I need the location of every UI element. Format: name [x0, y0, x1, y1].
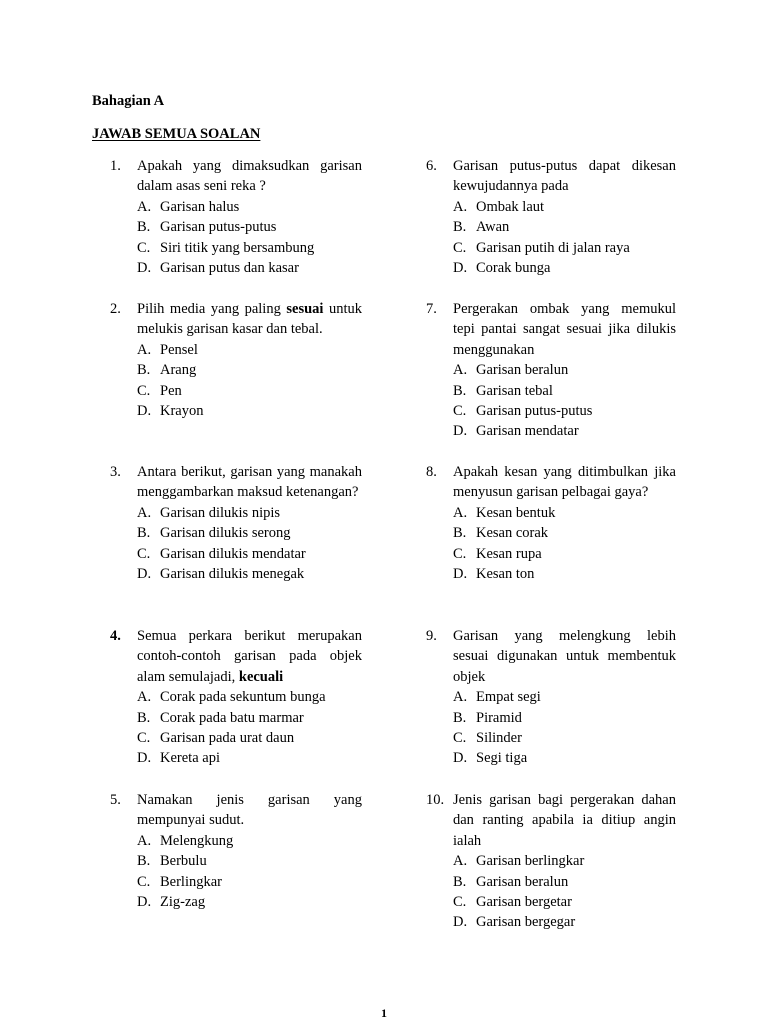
answer-option [453, 238, 676, 258]
question-text [137, 462, 362, 503]
answer-option [453, 258, 676, 278]
question-text-part: Garisan putus-putus dapat dikesan kewujudannya pada [453, 158, 676, 195]
question-item [110, 626, 362, 769]
question-body [453, 626, 676, 769]
answer-option [137, 381, 362, 401]
option-letter: B. [453, 873, 467, 890]
option-text: Kereta api [160, 750, 220, 767]
instruction-heading: JAWAB SEMUA SOALAN [92, 126, 261, 142]
answer-option [137, 360, 362, 380]
answer-option [137, 238, 362, 258]
answer-option [137, 523, 362, 543]
question-text [137, 299, 362, 340]
answer-option [453, 687, 676, 707]
option-text: Krayon [160, 403, 204, 420]
option-text: Piramid [476, 709, 522, 726]
question-item [110, 462, 362, 584]
question-number: 6. [426, 158, 437, 174]
page-number: 1 [381, 1006, 387, 1020]
option-letter: B. [137, 362, 151, 379]
question-number: 3. [110, 464, 121, 480]
answer-option [453, 748, 676, 768]
option-letter: A. [137, 504, 152, 521]
question-text-part: Jenis garisan bagi pergerakan dahan dan ranting apabila ia ditiup angin ialah [453, 792, 676, 849]
question-text-part: Semua perkara berikut merupakan contoh-contoh garisan pada objek alam semulajadi, [137, 628, 362, 685]
option-letter: D. [453, 750, 468, 767]
option-text: Garisan bergegar [476, 914, 576, 931]
option-letter: D. [137, 260, 152, 277]
question-text [137, 156, 362, 197]
option-letter: A. [137, 832, 152, 849]
answer-option [137, 687, 362, 707]
answer-option [137, 831, 362, 851]
option-text: Ombak laut [476, 198, 545, 215]
option-letter: B. [137, 219, 151, 236]
question-text [137, 626, 362, 687]
question-text-part: Namakan jenis garisan yang mempunyai sudut. [137, 792, 362, 829]
answer-option [137, 728, 362, 748]
question-body [453, 299, 676, 442]
question-number: 9. [426, 628, 437, 644]
option-letter: A. [137, 689, 152, 706]
answer-option [453, 564, 676, 584]
option-letter: D. [453, 260, 468, 277]
answer-option [137, 544, 362, 564]
question-body [453, 156, 676, 278]
option-letter: A. [453, 504, 468, 521]
option-letter: C. [453, 239, 467, 256]
question-item [110, 299, 362, 421]
answer-option [137, 748, 362, 768]
emphasis-text: kecuali [238, 668, 284, 685]
option-text: Kesan rupa [476, 545, 542, 562]
option-text: Garisan dilukis mendatar [160, 545, 306, 562]
answer-option [137, 401, 362, 421]
answer-option [453, 544, 676, 564]
option-text: Berlingkar [160, 873, 223, 890]
option-letter: A. [453, 198, 468, 215]
answer-option [453, 360, 676, 380]
option-letter: C. [137, 382, 151, 399]
option-letter: D. [453, 914, 468, 931]
question-text-part: untuk melukis garisan kasar dan tebal. [137, 301, 362, 338]
option-letter: D. [137, 403, 152, 420]
emphasis-text: sesuai [286, 301, 324, 317]
question-body [137, 790, 362, 912]
option-letter: B. [453, 219, 467, 236]
question-item [426, 790, 676, 933]
question-item [426, 462, 676, 584]
option-letter: C. [137, 873, 151, 890]
option-letter: B. [453, 525, 467, 542]
option-letter: A. [453, 689, 468, 706]
option-letter: C. [453, 730, 467, 747]
question-text [453, 156, 676, 197]
question-text-part: Apakah yang dimaksudkan garisan dalam asas seni reka ? [137, 158, 362, 195]
question-text-part: Apakah kesan yang ditimbulkan jika menyusun garisan pelbagai gaya? [453, 464, 676, 501]
option-letter: B. [137, 709, 151, 726]
answer-option [453, 523, 676, 543]
option-text: Berbulu [160, 853, 207, 870]
option-letter: D. [137, 566, 152, 583]
option-letter: C. [453, 403, 467, 420]
option-letter: A. [453, 853, 468, 870]
option-text: Garisan putih di jalan raya [476, 239, 630, 256]
answer-option [137, 340, 362, 360]
option-text: Pen [160, 382, 182, 399]
option-text: Garisan beralun [476, 362, 569, 379]
option-text: Garisan berlingkar [476, 853, 585, 870]
answer-option [137, 851, 362, 871]
option-text: Arang [160, 362, 197, 379]
question-number: 2. [110, 301, 121, 317]
option-text: Corak pada batu marmar [160, 709, 304, 726]
answer-option [453, 197, 676, 217]
option-text: Silinder [476, 730, 522, 747]
question-text-part: Antara berikut, garisan yang manakah menggambarkan maksud ketenangan? [137, 464, 362, 501]
answer-option [137, 892, 362, 912]
option-text: Garisan dilukis serong [160, 525, 291, 542]
answer-option [453, 728, 676, 748]
question-body [137, 462, 362, 584]
option-letter: A. [137, 198, 152, 215]
option-letter: C. [453, 545, 467, 562]
question-text [453, 790, 676, 851]
option-letter: C. [453, 894, 467, 911]
option-text: Garisan pada urat daun [160, 730, 295, 747]
question-text [453, 299, 676, 360]
answer-option [137, 197, 362, 217]
answer-option [137, 258, 362, 278]
question-item [426, 626, 676, 769]
question-body [453, 462, 676, 584]
question-item [110, 790, 362, 912]
option-text: Siri titik yang bersambung [160, 239, 315, 256]
question-text-part: Pergerakan ombak yang memukul tepi pantai sangat sesuai jika dilukis menggunakan [453, 301, 676, 358]
question-body [137, 156, 362, 278]
option-letter: B. [453, 709, 467, 726]
option-letter: C. [137, 239, 151, 256]
answer-option [137, 564, 362, 584]
option-text: Zig-zag [160, 894, 206, 911]
answer-option [453, 892, 676, 912]
option-letter: C. [137, 730, 151, 747]
option-text: Garisan putus dan kasar [160, 260, 299, 277]
option-text: Corak bunga [476, 260, 551, 277]
question-item [110, 156, 362, 278]
question-body [137, 299, 362, 421]
question-text [453, 462, 676, 503]
answer-option [453, 503, 676, 523]
section-title: Bahagian A [92, 93, 165, 109]
question-text [137, 790, 362, 831]
option-letter: A. [137, 341, 152, 358]
question-text [453, 626, 676, 687]
option-letter: D. [137, 894, 152, 911]
option-text: Kesan bentuk [476, 504, 556, 521]
option-text: Garisan dilukis menegak [160, 566, 305, 583]
option-letter: D. [137, 750, 152, 767]
option-letter: A. [453, 362, 468, 379]
option-text: Garisan dilukis nipis [160, 504, 281, 521]
answer-option [453, 872, 676, 892]
option-text: Pensel [160, 341, 198, 358]
option-text: Garisan beralun [476, 873, 569, 890]
question-number: 5. [110, 792, 121, 808]
question-text-part: Pilih media yang paling [137, 301, 287, 317]
option-letter: B. [137, 525, 151, 542]
question-text-part: Garisan yang melengkung lebih sesuai digunakan untuk membentuk objek [453, 628, 676, 685]
option-text: Garisan halus [160, 198, 240, 215]
answer-option [453, 401, 676, 421]
answer-option [453, 851, 676, 871]
option-text: Empat segi [476, 689, 541, 706]
question-number: 10. [426, 792, 445, 808]
answer-option [137, 708, 362, 728]
question-body [453, 790, 676, 933]
option-letter: B. [453, 382, 467, 399]
option-text: Garisan putus-putus [160, 219, 277, 236]
option-text: Corak pada sekuntum bunga [160, 689, 326, 706]
question-number: 8. [426, 464, 437, 480]
answer-option [453, 421, 676, 441]
option-letter: B. [137, 853, 151, 870]
option-text: Kesan corak [476, 525, 549, 542]
option-text: Garisan tebal [476, 382, 553, 399]
option-letter: D. [453, 566, 468, 583]
option-letter: D. [453, 423, 468, 440]
answer-option [137, 217, 362, 237]
answer-option [137, 503, 362, 523]
answer-option [453, 708, 676, 728]
option-letter: C. [137, 545, 151, 562]
option-text: Melengkung [160, 832, 234, 849]
option-text: Kesan ton [476, 566, 535, 583]
option-text: Garisan mendatar [476, 423, 579, 440]
question-body [137, 626, 362, 769]
answer-option [453, 381, 676, 401]
question-number: 1. [110, 158, 121, 174]
answer-option [137, 872, 362, 892]
option-text: Segi tiga [476, 750, 528, 767]
question-item [426, 156, 676, 278]
question-item [426, 299, 676, 442]
question-number: 7. [426, 301, 437, 317]
option-text: Awan [476, 219, 510, 236]
option-text: Garisan putus-putus [476, 403, 593, 420]
option-text: Garisan bergetar [476, 894, 572, 911]
question-number: 4. [110, 628, 121, 644]
answer-option [453, 912, 676, 932]
answer-option [453, 217, 676, 237]
